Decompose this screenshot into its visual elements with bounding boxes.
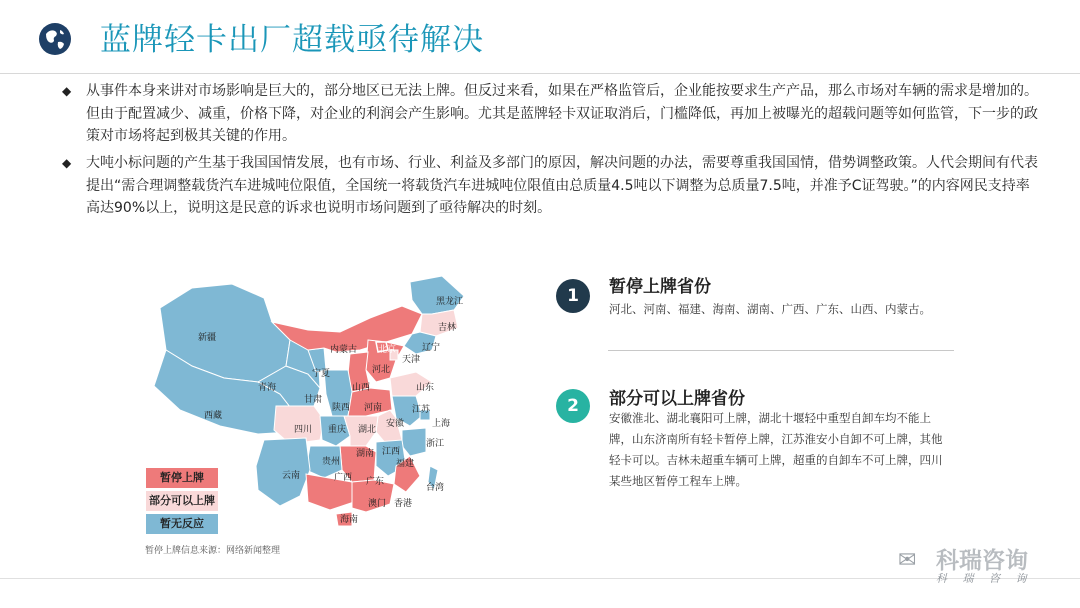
map-source-note: 暂停上牌信息来源：网络新闻整理 [145,546,281,556]
province-label-aomen: 澳门 [368,499,387,509]
legend-none: 暂无反应 [146,514,218,534]
header [0,0,1080,74]
watermark-subtitle: 科 瑞 咨 询 [936,572,1033,585]
province-label-chongqing: 重庆 [328,425,347,435]
page-title: 蓝牌轻卡出厂超载亟待解决 [100,22,484,58]
paragraph-market-impact [64,80,1040,148]
province-label-guangdong: 广东 [366,477,385,487]
wechat-icon: ✉ [898,548,917,573]
province-label-liaoning: 辽宁 [422,343,441,353]
province-label-hubei: 湖北 [358,425,377,435]
province-label-heilongjiang: 黑龙江 [436,297,464,307]
province-label-xinjiang: 新疆 [198,333,217,343]
section-body-stop: 河北、河南、福建、海南、湖南、广西、广东、山西、内蒙古。 [609,302,931,316]
watermark [898,540,1048,588]
province-label-taiwan: 台湾 [426,483,445,493]
province-label-shaanxi: 陕西 [332,403,351,413]
watermark-name: 科瑞咨询 [936,548,1028,574]
province-label-jiangxi: 江西 [382,447,401,457]
section-title-partial: 部分可以上牌省份 [609,389,745,409]
province-label-guizhou: 贵州 [322,457,341,467]
diamond-bullet-icon: ◆ [62,84,72,98]
province-label-guangxi: 广西 [334,473,353,483]
section-divider [608,350,954,351]
province-label-shanghai: 上海 [432,419,451,429]
diamond-bullet-icon: ◆ [62,156,72,170]
section-title-stop: 暂停上牌省份 [609,277,711,297]
province-label-yunnan: 云南 [282,471,301,481]
province-label-henan: 河南 [364,403,383,413]
province-label-jiangsu: 江苏 [412,405,431,415]
province-label-zhejiang: 浙江 [426,439,445,449]
paragraph-text: 从事件本身来讲对市场影响是巨大的，部分地区已无法上牌。但反过来看，如果在严格监管后，企业能按要求生产产品，那么市场对车辆的需求是增加的。但由于配置减少、减重，价格下降，对企业的利润会产生影响。尤其是蓝牌轻卡双证取消后，门槛降低，再加上被曝光的超载问题等如何监管，下一步的政策对市场将起到极其关键的作用。 [86,83,1038,144]
province-label-xizang: 西藏 [204,411,223,421]
globe-icon [38,22,72,56]
province-label-gansu: 甘肃 [304,395,323,405]
province-label-fujian: 福建 [396,459,415,469]
province-label-beijing: 北京 [378,345,397,355]
province-label-shanxi: 山西 [352,383,371,393]
province-label-shandong: 山东 [416,383,435,393]
section-body-partial: 安徽淮北、湖北襄阳可上牌，湖北十堰轻中重型自卸车均不能上牌，山东济南所有轻卡暂停上牌，江苏淮安小自卸不可上牌，其他轻卡可以。吉林未超重车辆可上牌，超重的自卸车不可上牌，四川某些地区暂停工程车上牌。 [609,411,943,488]
province-label-ningxia: 宁夏 [312,369,331,379]
province-label-neimenggu: 内蒙古 [330,345,358,355]
province-label-xianggang: 香港 [394,499,413,509]
paragraph-text: 大吨小标问题的产生基于我国国情发展，也有市场、行业、利益及多部门的原因，解决问题的办法，需要尊重我国国情，借势调整政策。人代会期间有代表提出“需合理调整载货汽车进城吨位限值，全国统一将载货汽车进城吨位限值由总质量4.5吨以下调整为总质量7.5吨，并准予C证驾驶。”的内容网民支持率高达90%以上，说明这是民意的诉求也说明市场问题到了亟待解决的时刻。 [86,155,1038,216]
province-label-hainan: 海南 [340,515,359,525]
paragraph-policy-proposal [64,152,1040,220]
province-label-sichuan: 四川 [294,425,313,435]
province-label-tianjin: 天津 [402,355,421,365]
header-divider [0,73,1080,74]
map-legend [146,468,218,537]
province-label-hunan: 湖南 [356,449,375,459]
province-label-jilin: 吉林 [438,323,457,333]
section-number-badge: 1 [556,279,590,313]
province-label-qinghai: 青海 [258,383,277,393]
province-label-hebei: 河北 [372,365,391,375]
legend-partial: 部分可以上牌 [146,491,218,511]
legend-stop: 暂停上牌 [146,468,218,488]
section-number-badge: 2 [556,389,590,423]
province-label-anhui: 安徽 [386,419,405,429]
